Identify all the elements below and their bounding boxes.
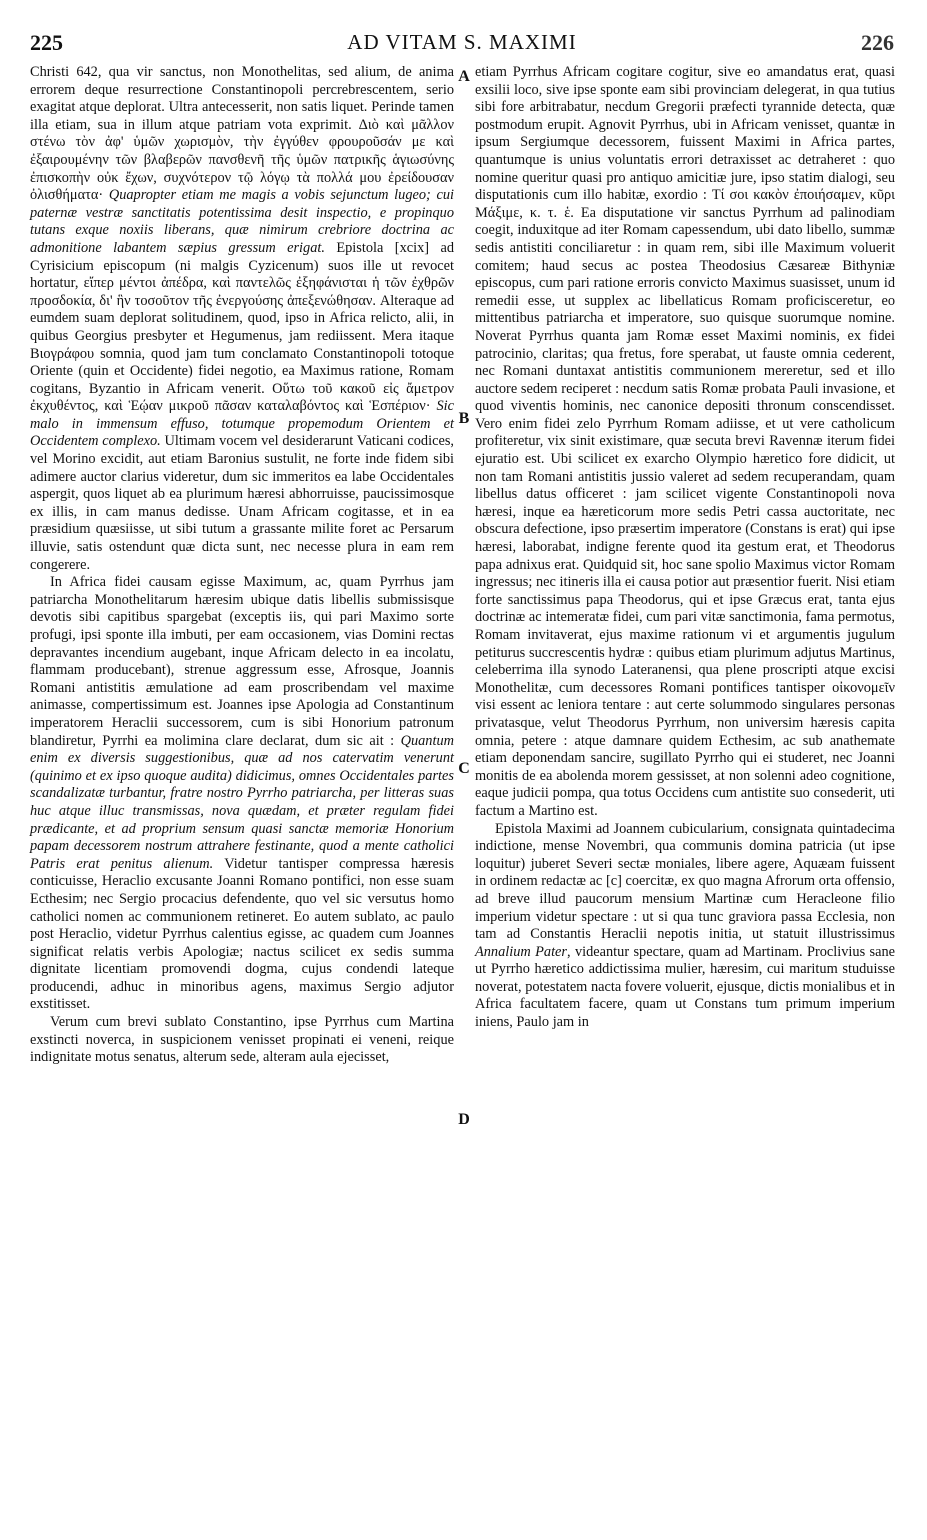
margin-marker-b: B — [458, 410, 470, 427]
margin-marker-c: C — [458, 760, 470, 777]
running-title: AD VITAM S. MAXIMI — [347, 30, 577, 54]
page-number-left: 225 — [30, 30, 63, 55]
left-p1-text: Christi 642, qua vir sanctus, non Monothelitas, sed alium, de anima errorem deque resurrectione Constantinopoli percrebrescentem, serio exagitat atque deplorat. Ultra antecesserit, non satis liquet. Perinde tamen illa etiam, sua in illum atque patriam vota exprimit. Διὸ καὶ μᾶλλον στένω τὸν ἀφ' ὑμῶν χωρισμὸν, τὴν ἐγγύθεν φρουροῦσάν με καὶ ἐξαιρουμένην τῶν βλαβερῶν πανσθενῆ τῆς ὑμῶν πατρικῆς ἁγιωσύνης ἐπισκοπὴν οὐκ ἔχων, συχνότερον τῷ λόγῳ τὰ πολλά μου ἐρείδουσαν ὀλισθήματα· — [30, 64, 454, 204]
margin-marker-a: A — [458, 68, 470, 85]
left-p2-italic: Quantum enim ex diversis suggestionibus, quæ ad nos catervatim venerunt (quinimo et ex ipso quoque audita) didicimus, omnes Occidentales partes scandalizatæ turbantur, fratre nostro Pyrrho patriarcha, per litteras suas huc atque illuc transmissas, nova quædam, et præter regulam fidei prædicante, et ad proprium sensum quasi sanctæ memoriæ Honorium papam decessorem nostrum attrahere festinante, quod a mente catholici Patris erat penitus alienum. — [30, 732, 454, 872]
left-p1-text-c: Ultimam vocem vel desiderarunt Vaticani codices, vel Morino excidit, aut etiam Baronius sustulit, ne forte inde fidem sibi adimere auctor clarius videretur, dum sic immeritos ea labe Occidentales aspergit, quos liquet ab ea plurimum hæresi abhorruisse, paucissimosque ex illis, in cam manus dedisse. Unam Africam cogitasse, et in ea præsidium quæsiisse, ut sibi tutum a grassante milite foret ac Persarum illuvie, satis ostendunt quæ dicta sunt, nec necesse plura in eam rem congerere. — [30, 433, 454, 573]
right-p2-italic: Annalium Pater — [475, 943, 567, 960]
right-p2-text-b: , videantur spectare, quam ad Martinam. Proclivius sane ut Pyrrho hæretico addictissima mulier, hæresim, cui maritum studuisse noverat, potestatem nacta fovere voluerit, ejusque, dictis monialibus et in Africa facultatem facere, quam ut Constans tum primum imperium iniens, Paulo jam in — [475, 943, 895, 1031]
right-p1-text: etiam Pyrrhus Africam cogitare cogitur, sive eo amandatus erat, quasi exsilii loco, sive ipse sponte eam sibi provinciam delegerat, in qua tutius sibi fore arbitrabatur, necdum Gregorii præfecti tyrannide detecta, quæ postmodum erupit. Agnovit Pyrrhus, ubi in Africam venisset, quantæ in ipsum Sergiumque decessorem, fuissent Maximi in Africa partes, quantumque is unius voluntatis errori detraxisset ac detraheret : quo nomine queritur quasi pro antiquo amicitiæ jure, ipso statim dialogi, seu disputationis cum illo habitæ, exordio : Τί σοι κακὸν ἐποιήσαμεν, κῦρι Μάξιμε, κ. τ. ἑ. Ea disputatione vir sanctus Pyrrhum ad palinodiam coegit, induxitque ad iter Romam capessendum, ubi dato libello, summæ sedis antistiti conciliaretur : in quam rem, sibi ille Maximum voluerit comitem; haud secus ac postea Theodosius Cæsareæ Bithyniæ episcopus, cum pari ratione erroris convicto Maximus suasisset, unum id remedii esse, ut supplex ac libellaticus Romam proficisceretur, eo mittentibus patriarcha et imperatore, suo quisque suorumque nomine. Noverat Pyrrhus quanta jam Romæ esset Maximi nominis, ex fidei patrocinio, claritas; qua fretus, fore sperabat, ut fauste omnia cederent, nec Romani duntaxat antistitis communionem mereretur, sed et illo auctore sedem reciperet : necdum satis Romæ probata Pauli invasione, et quod viventis hominis, nec canonice depositi thronum conscendisset. Vero enim fidei zelo Pyrrhum Romam adiisse, et ut vere catholicum profiteretur, vix sinit existimare, quæ secuta brevi Ravennæ iterum fidei ejuratio est. Ubi scilicet ex exarcho Olympio hæretico fore didicit, ut non tam Romani antistitis jussio valeret ad sedem recuperandam, quam libellus datus officeret : jam scilicet vigente Constantinopoli nova hæresi, inque ea hæreticorum more sedis Petri cassa auctoritate, nec obscura defectione, ipso præsertim imperatore (Constans is erat) qui ipse hæresi, laborabat, indigne ferente quod ita gestum erat, et Theodorus papa adnixus erat. Quidquid sit, hoc sane spolio Maximus victor Romam ingressus; nec itineris illa ei causa potior aut præsentior fuerit. Nisi etiam forte sanctissimus papa Theodorus, qui et ipse Græcus erat, tanta ejus doctrinæ ac intemeratæ fidei, cum pari vitæ sanctimonia, fama permotus, Romam invitaverat, ejus maxime rationum vi et argumentis jugulum petiturus succrescentis hydræ : quibus etiam plurimum adjutus Martinus, celeberrima illa synodo Lateranensi, qua plene proscripti atque excisi Monothelitæ, cum decessores Romani pontifices tantisper οἰκονομεῖν visi essent ac leniora tentare : aut certe solummodo singulares personas privatasque, velut Theodorus Pyrrhum, non universim hæresis capita omnia, petere : atque damnare quidem Ecthesim, ac sub anathemate etiam deponendam sancire, sugillato Pyrrho qui ei studeret, nec Joanni monitis de ea abolenda morem gessisset, at non solenni adeo cognitione, eaque judicii pompa, qua totus Occidens cum antistite suo consederit, uti factum a Martino est. — [475, 64, 895, 819]
left-paragraph-2 — [30, 574, 454, 1014]
page-number-right: 226 — [861, 30, 894, 55]
left-p2-text-b: Videtur tantisper compressa hæresis conticuisse, Heraclio excusante Joanni Romano pontifici, non esse suam Ecthesim; nec Sergio procacius defendente, quo vel sic versutus homo catholici nomen ac communionem retineret. Eo autem sublato, ac paulo post Heraclio, videtur Pyrrhus calentius egisse, ac quadem cum Joannes significat relatis verbis Apologiæ; nactus scilicet ex sedis summa dignitate licentiam promovendi dogma, cujus condendi lateque producendi, adhuc in minoribus agens, maximus Sergio adjutor exstitisset. — [30, 855, 454, 1013]
left-p1-italic: Quapropter etiam me magis a vobis sejunctum lugeo; cui paternæ vestræ sanctitatis potentissima desit inspectio, e propinquo tutans exque noxiis liberans, quæ nimirum crebriore doctrina ac admonitione labantem sæpius gressum erigat. — [30, 187, 454, 256]
left-paragraph-1 — [30, 64, 454, 574]
left-p1-italic-2: Sic malo in immensum effuso, totumque propemodum Orientem et Occidentem complexo. — [30, 398, 454, 450]
left-p2-text: In Africa fidei causam egisse Maximum, ac, quam Pyrrhus jam patriarcha Monothelitarum hæresim ubique datis libellis submissisque devotis sibi capitibus spargebat (exceptis iis, qui pari Maximo sorte profugi, ipsi sponte illa imbuti, per eam occasionem, vias Domini rectas depravantes incendium augebant, inque Africam delecto in ea incolatu, flammam producebant), strenue aggressum esse, Afrosque, Joannis Romani antistitis æmulatione ad eam proscribendam vel maxime animasse, compertissimum est. Joannes ipse Apologia ad Constantinum imperatorem Heraclii successorem, cum is sibi Honorium patronum blandiretur, Pyrrhi ea molimina clare declarat, dum sic ait : — [30, 574, 454, 749]
right-paragraph-1 — [475, 64, 895, 821]
left-p1-text-b: Epistola [xcix] ad Cyrisicium episcopum (ni malgis Cyzicenum) suos ille ut revocet hortatur, εἴπερ μέντοι ἀπέδρα, καὶ παντελῶς ἐξηφάνισται ἡ τῶν ἐχθρῶν προσδοκία, δι' ἣν τοσοῦτον τῆς ἐνεργούσης ἀπεξενώθησαν. Alteraque ad eumdem suam deplorat solitudinem, quod, ipso in Africa relicto, alii, in quibus Georgius presbyter et Hegumenus, jam rediissent. Mera itaque Βιογράφου somnia, quod jam tum conclamato Constantinopoli totoque Oriente (quin et Occidente) fidei negotio, ea Maximus ratione, Romam cogitans, Byzantio in Africam venerit. Οὕτω τοῦ κακοῦ εἰς ἄμετρον ἐκχυθέντος, καὶ Ἑῴαν μικροῦ πᾶσαν καταλαβόντος καὶ Ἑσπέριον· — [30, 239, 454, 415]
right-column — [475, 64, 895, 1032]
left-column — [30, 64, 454, 1067]
margin-marker-d: D — [458, 1111, 470, 1128]
page-header — [30, 30, 894, 58]
left-paragraph-3 — [30, 1014, 454, 1067]
right-paragraph-2 — [475, 821, 895, 1032]
left-p3-text: Verum cum brevi sublato Constantino, ipse Pyrrhus cum Martina exstincti noverca, in suspicionem venisset propinati ei veneni, reique indignitate motus senatus, alterum sede, alteram aula ejecisset, — [30, 1014, 454, 1066]
right-p2-text: Epistola Maximi ad Joannem cubicularium, consignata quintadecima indictione, mense Novembri, qua communis domina patricia (ut ipse loquitur) juberet Severi sectæ moniales, libere agere, Aquæam fuissent in ordinem redactæ ac [c] coercitæ, ex quo magna Afrorum orta offensio, ad breve illud paucorum mensium Martinæ cum Heracleone filio imperium videtur spectare : ut si qua tunc graviora passa Ecclesia, non tam ad Constantis Heraclii nepotis initia, ut statuit illustrissimus — [475, 820, 895, 943]
